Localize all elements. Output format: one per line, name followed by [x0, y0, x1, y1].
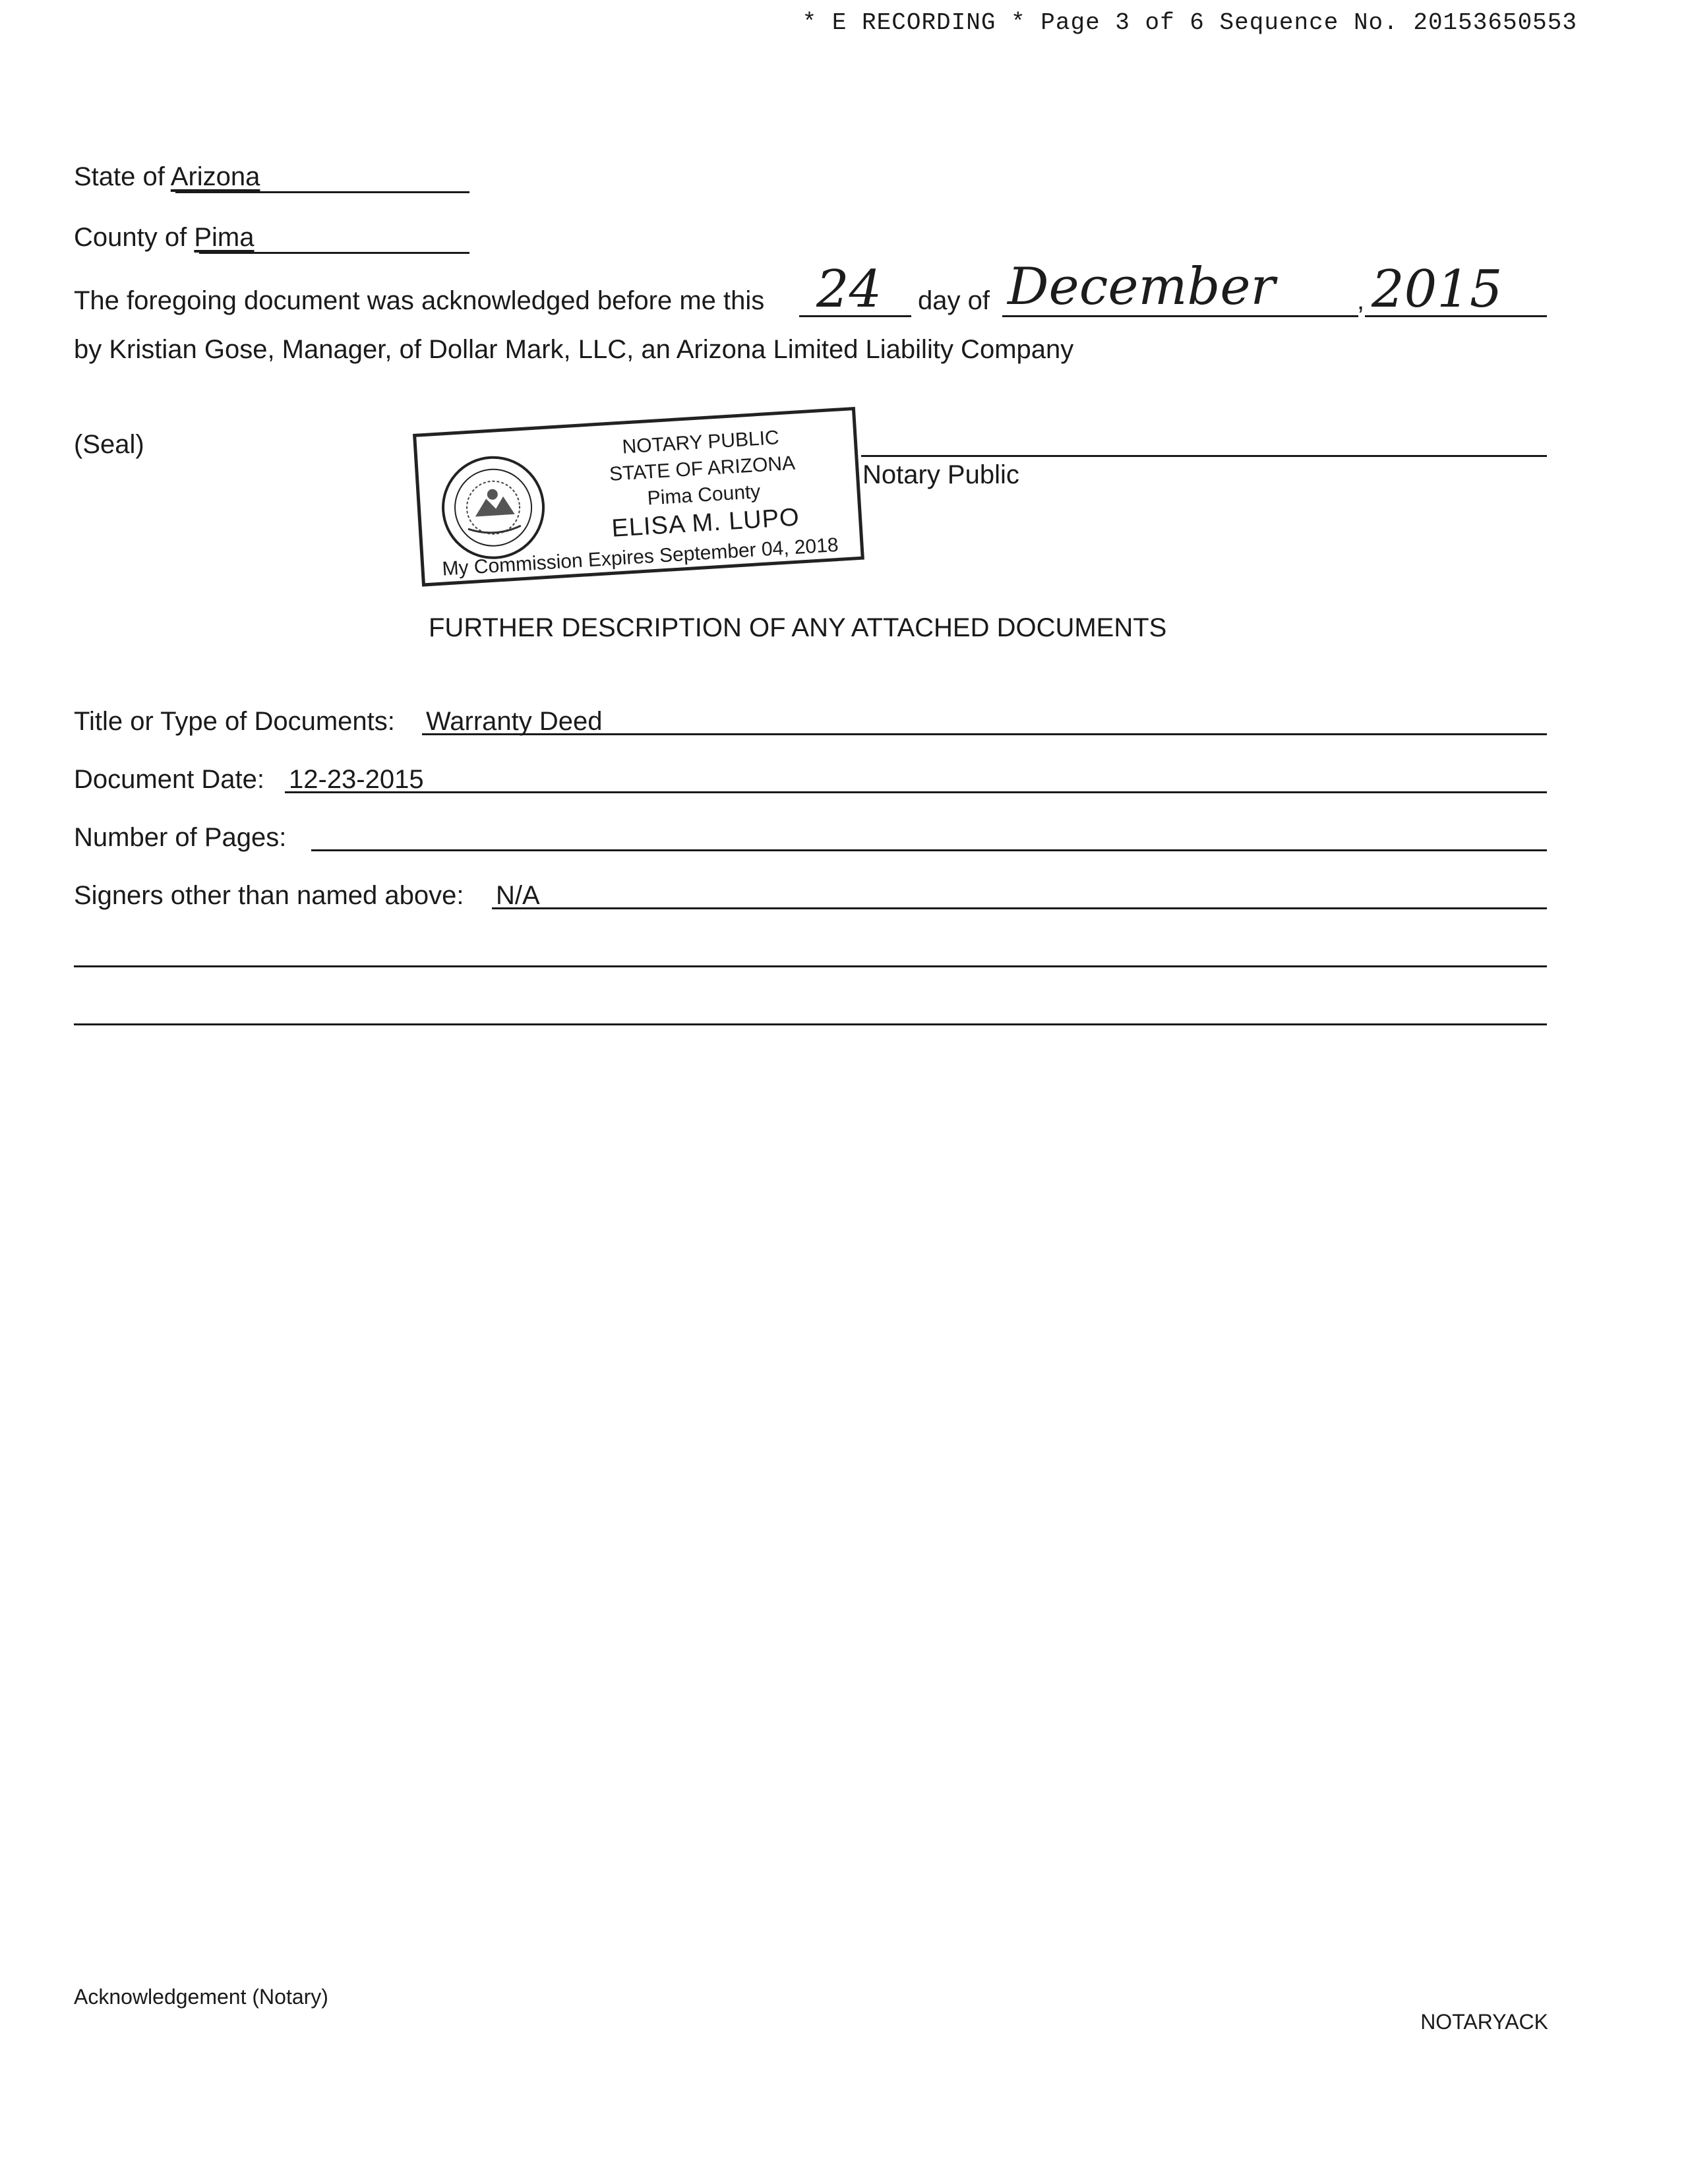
- signers-value: N/A: [496, 881, 540, 910]
- signature-caption: Notary Public: [862, 460, 1019, 489]
- signers-underline: [492, 907, 1547, 909]
- state-label: State of: [74, 162, 165, 191]
- day-handwritten: 24: [816, 260, 882, 319]
- state-underline: [175, 191, 469, 193]
- number-of-pages-label: Number of Pages:: [74, 823, 287, 852]
- stamp-notary-name: ELISA M. LUPO: [611, 503, 800, 543]
- number-of-pages-underline: [311, 849, 1547, 851]
- county-value: Pima: [194, 223, 255, 252]
- state-value: Arizona: [170, 162, 260, 191]
- acknowledgment-intro: The foregoing document was acknowledged before me this: [74, 286, 765, 315]
- footer-form-name: Acknowledgement (Notary): [74, 1985, 328, 2009]
- stamp-line-county: Pima County: [646, 481, 762, 510]
- state-seal-icon: [437, 452, 549, 563]
- title-label: Title or Type of Documents:: [74, 707, 395, 736]
- document-date-underline: [285, 791, 1547, 793]
- state-line: [74, 162, 260, 192]
- stamp-expiration: My Commission Expires September 04, 2018: [441, 533, 839, 580]
- title-value: Warranty Deed: [426, 707, 603, 736]
- stamp-line-notary: NOTARY PUBLIC: [621, 427, 780, 458]
- blank-line-1: [74, 965, 1547, 967]
- blank-line-2: [74, 1023, 1547, 1025]
- notary-stamp: [413, 407, 864, 587]
- recording-header: * E RECORDING * Page 3 of 6 Sequence No. 20153650553: [802, 9, 1577, 36]
- comma: ,: [1357, 286, 1365, 315]
- seal-label: (Seal): [74, 430, 144, 459]
- footer-form-code: NOTARYACK: [1420, 2010, 1548, 2034]
- title-underline: [422, 733, 1547, 735]
- acknowledgment-by-line: by Kristian Gose, Manager, of Dollar Mark, LLC, an Arizona Limited Liability Company: [74, 335, 1074, 364]
- county-underline: [199, 252, 469, 254]
- stamp-line-state: STATE OF ARIZONA: [609, 452, 796, 485]
- document-date-label: Document Date:: [74, 765, 265, 794]
- document-date-value: 12-23-2015: [289, 765, 424, 794]
- county-label: County of: [74, 223, 187, 252]
- county-line: [74, 223, 254, 253]
- month-handwritten: December: [1008, 257, 1275, 317]
- day-of-label: day of: [918, 286, 990, 315]
- signers-label: Signers other than named above:: [74, 881, 464, 910]
- year-handwritten: 2015: [1372, 260, 1503, 319]
- further-heading: FURTHER DESCRIPTION OF ANY ATTACHED DOCUMENTS: [429, 613, 1167, 642]
- signature-line: [861, 455, 1547, 457]
